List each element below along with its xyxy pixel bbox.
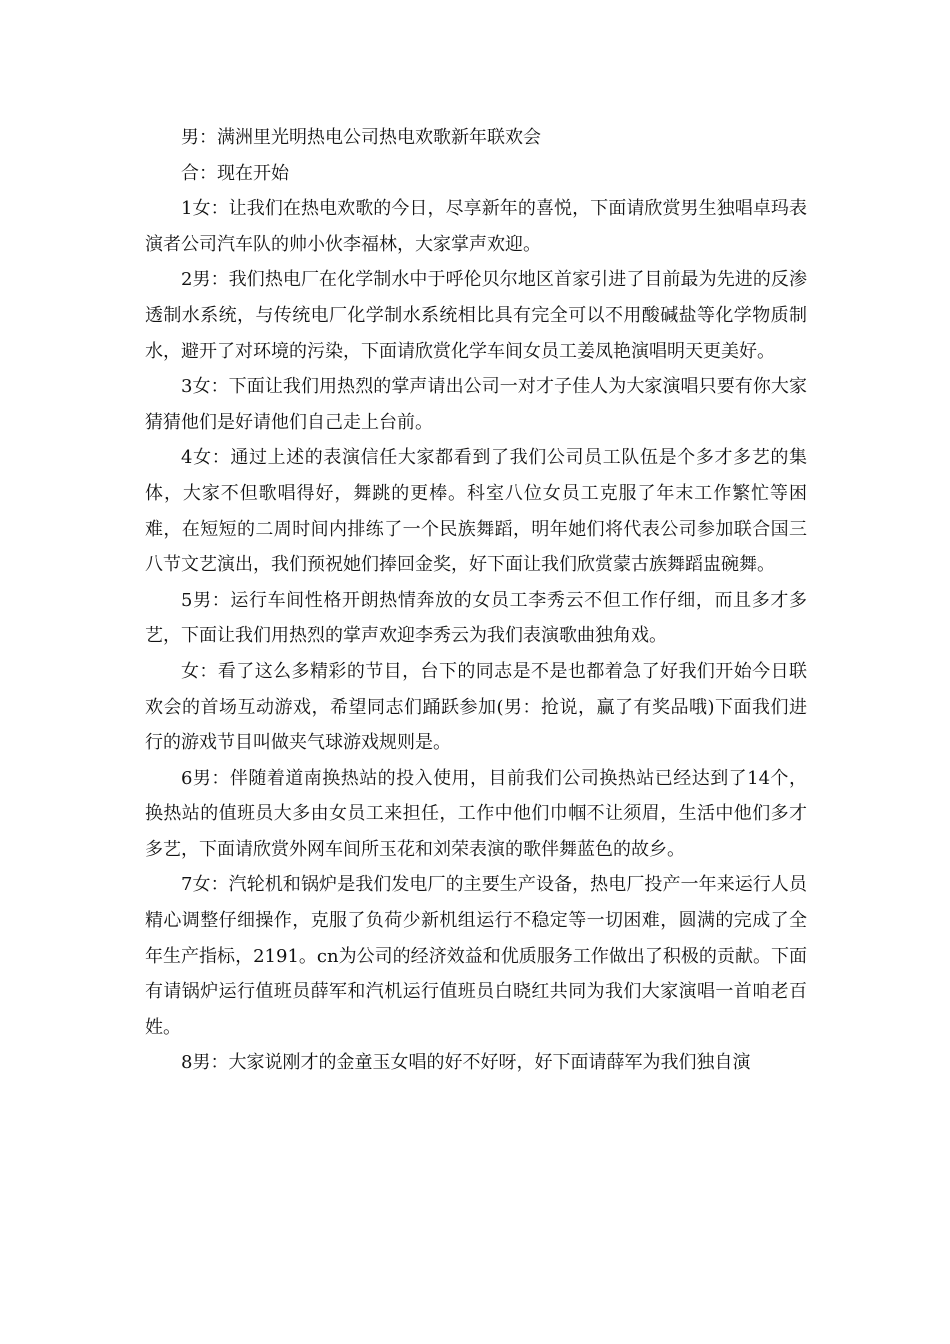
paragraph-opening: 男：满洲里光明热电公司热电欢歌新年联欢会 <box>181 127 541 148</box>
paragraph-6: 6男：伴随着道南换热站的投入使用，目前我们公司换热站已经达到了14个，换热站的值班员大多由女员工来担任，工作中他们巾帼不让须眉，生活中他们多才多艺，下面请欣赏外网车间所玉花和刘荣表演的歌伴舞蓝色的故乡。 <box>145 767 807 860</box>
paragraph-5: 5男：运行车间性格开朗热情奔放的女员工李秀云不但工作仔细，而且多才多艺，下面让我们用热烈的掌声欢迎李秀云为我们表演歌曲独角戏。 <box>145 589 807 647</box>
paragraph-2: 2男：我们热电厂在化学制水中于呼伦贝尔地区首家引进了目前最为先进的反渗透制水系统，与传统电厂化学制水系统相比具有完全可以不用酸碱盐等化学物质制水，避开了对环境的污染，下面请欣赏化学车间女员工姜凤艳演唱明天更美好。 <box>145 269 807 362</box>
paragraph-game: 女：看了这么多精彩的节目，台下的同志是不是也都着急了好我们开始今日联欢会的首场互动游戏，希望同志们踊跃参加(男：抢说，赢了有奖品哦)下面我们进行的游戏节目叫做夹气球游戏规则是。 <box>145 660 807 754</box>
paragraph-1: 1女：让我们在热电欢歌的今日，尽享新年的喜悦，下面请欣赏男生独唱卓玛表演者公司汽车队的帅小伙李福林，大家掌声欢迎。 <box>145 198 807 255</box>
paragraph-7: 7女：汽轮机和锅炉是我们发电厂的主要生产设备，热电厂投产一年来运行人员精心调整仔细操作，克服了负荷少新机组运行不稳定等一切困难，圆满的完成了全年生产指标，2191。cn为公司的经济效益和优质服务工作做出了积极的贡献。下面有请锅炉运行值班员薛军和汽机运行值班员白晓红共同为我们大家演唱一首咱老百姓。 <box>145 874 807 1038</box>
paragraph-8: 8男：大家说刚才的金童玉女唱的好不好呀，好下面请薛军为我们独自演 <box>181 1052 751 1074</box>
paragraph-4: 4女：通过上述的表演信任大家都看到了我们公司员工队伍是个多才多艺的集体，大家不但歌唱得好，舞跳的更棒。科室八位女员工克服了年末工作繁忙等困难，在短短的二周时间内排练了一个民族舞蹈，明年她们将代表公司参加联合国三八节文艺演出，我们预祝她们捧回金奖，好下面让我们欣赏蒙古族舞蹈盅碗舞。 <box>145 447 807 576</box>
document-body <box>145 120 807 1081</box>
paragraph-start: 合：现在开始 <box>181 162 289 184</box>
paragraph-3: 3女：下面让我们用热烈的掌声请出公司一对才子佳人为大家演唱只要有你大家猜猜他们是好请他们自己走上台前。 <box>145 376 807 433</box>
